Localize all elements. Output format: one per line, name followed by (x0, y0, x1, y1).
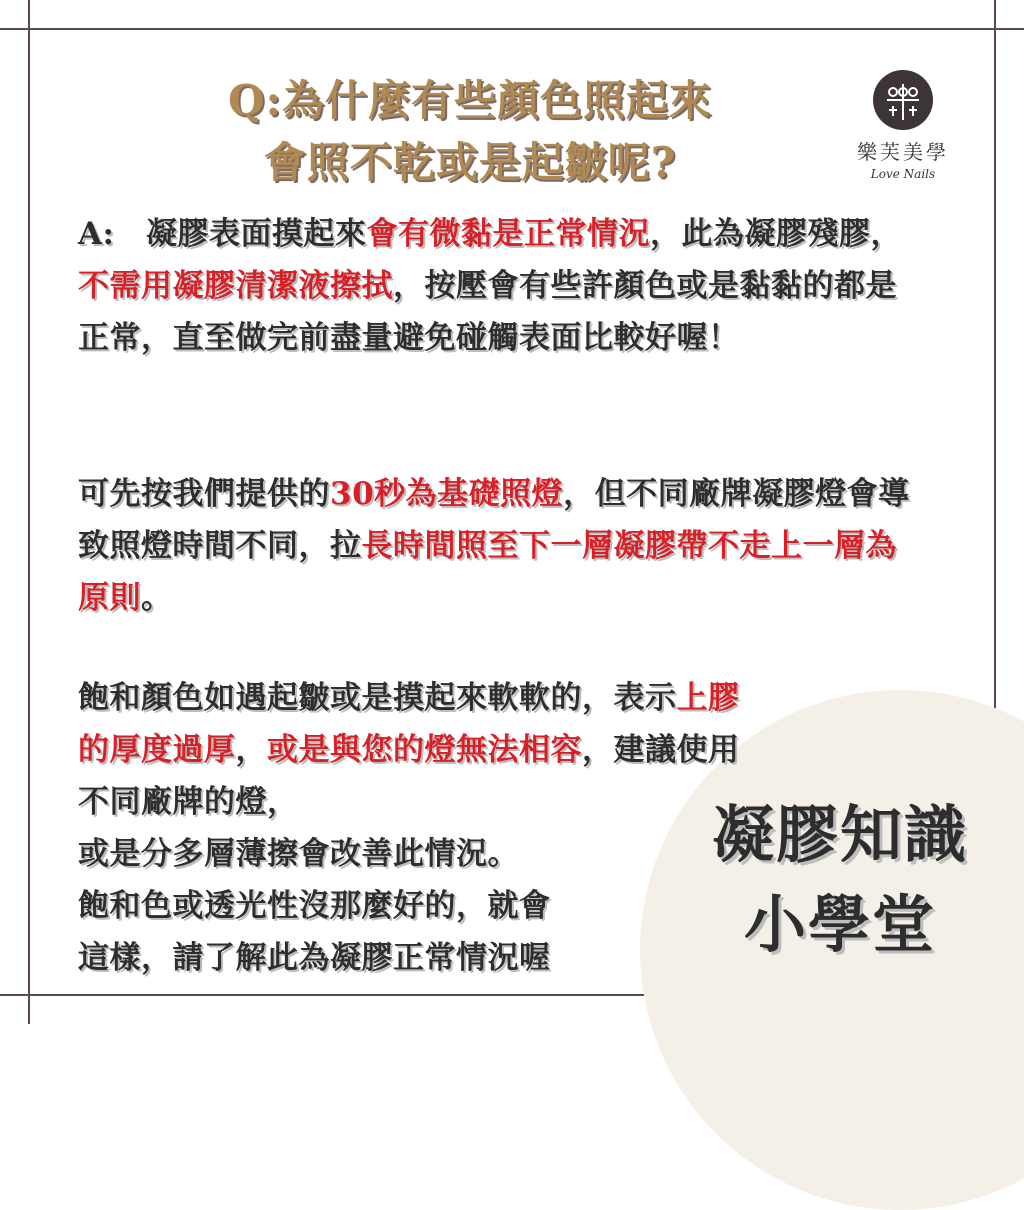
badge-line-1: 凝膠知識 (711, 798, 968, 871)
question-line-1: Q:為什麼有些顏色照起來 (227, 76, 713, 125)
answer-text: A: 凝膠表面摸起來 (78, 216, 367, 252)
highlight-text: 不需用凝膠清潔液擦拭 (78, 268, 393, 304)
answer-text: ， (235, 732, 267, 768)
answer-paragraph-1 (78, 208, 928, 364)
answer-text: ，按壓會有些許顏色或是黏黏的都是正常，直至做完前盡量避免碰觸表面比較好喔！ (78, 268, 897, 356)
answer-text: 這樣，請了解此為凝膠正常情況喔 (78, 940, 551, 976)
question-line-2: 會照不乾或是起皺呢? (263, 138, 677, 187)
highlight-text: 30秒為基礎照燈 (330, 476, 564, 512)
knowledge-badge-title (690, 790, 990, 970)
answer-text: ，建議使用不同廠牌的燈， (78, 732, 740, 820)
question-heading (140, 70, 800, 194)
highlight-text: 上膠的厚度過厚 (78, 680, 740, 768)
answer-paragraph-2 (78, 468, 928, 624)
brand-logo (838, 70, 968, 181)
highlight-text: 或是與您的燈無法相容 (267, 732, 582, 768)
highlight-text: 長時間照至下一層凝膠帶不走上一層為原則 (78, 528, 897, 616)
badge-line-2: 小學堂 (743, 888, 936, 961)
answer-text: 或是分多層薄擦會改善此情況。 (78, 836, 519, 872)
brand-logo-icon (873, 70, 933, 130)
answer-text: ，此為凝膠殘膠， (650, 216, 902, 252)
answer-text: 飽和顏色如遇起皺或是摸起來軟軟的，表示 (78, 680, 677, 716)
answer-paragraph-3 (78, 672, 758, 984)
highlight-text: 會有微黏是正常情況 (366, 216, 650, 252)
brand-name-cn: 樂芙美學 (857, 140, 949, 164)
answer-text: 飽和色或透光性沒那麼好的，就會 (78, 888, 551, 924)
answer-text: 可先按我們提供的 (78, 476, 330, 512)
answer-text: 。 (141, 580, 173, 616)
frame-line-left (28, 0, 30, 1024)
frame-line-top (0, 28, 1024, 30)
brand-name-en: Love Nails (870, 167, 936, 181)
answer-text: ，但不同廠牌凝膠燈會導致照燈時間不同，拉 (78, 476, 910, 564)
